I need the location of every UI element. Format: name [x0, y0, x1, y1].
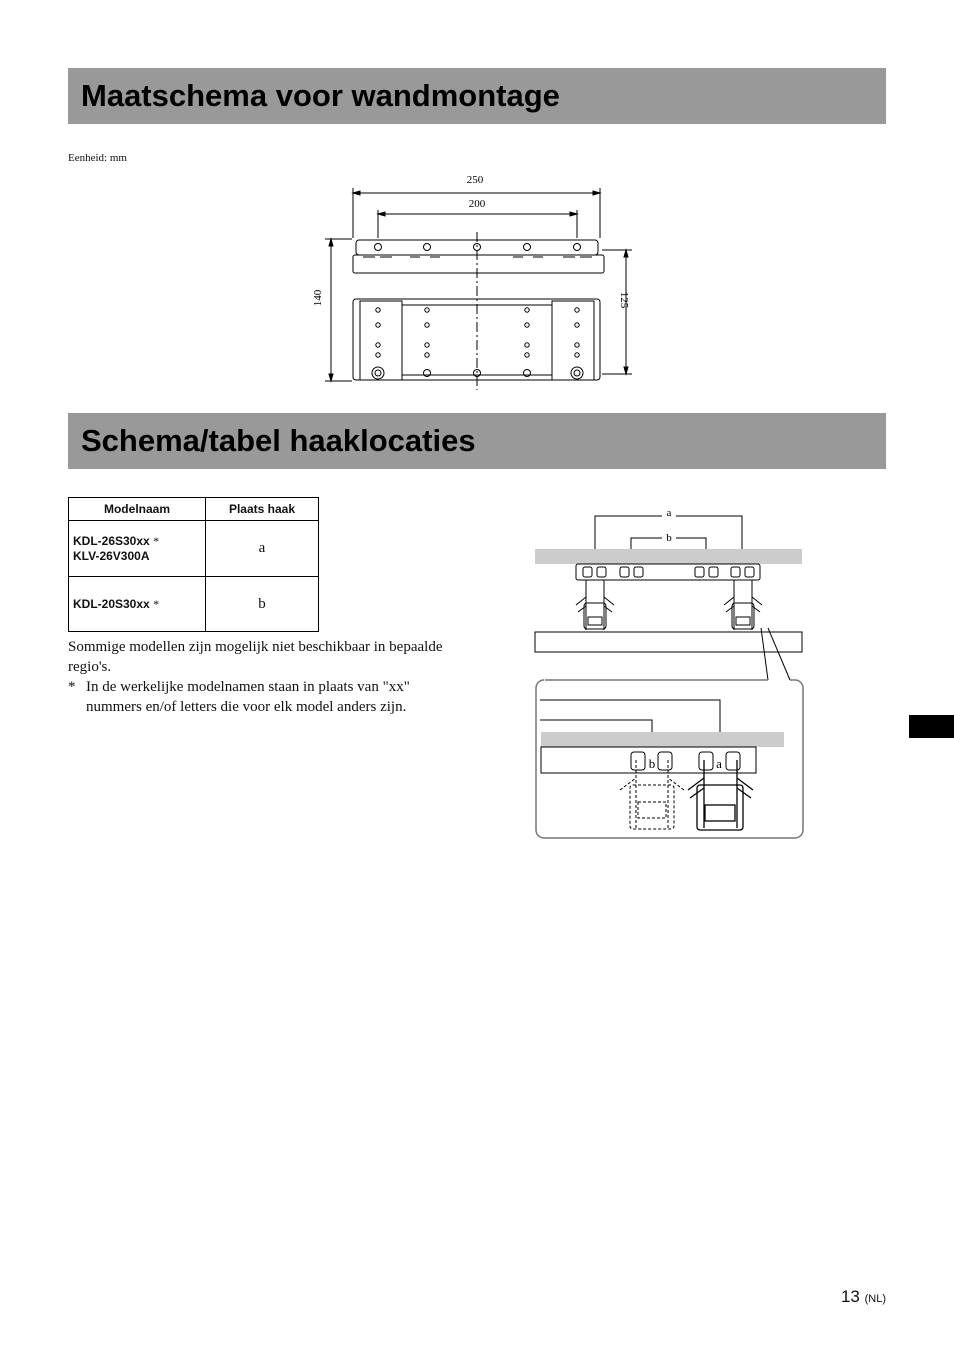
model-name: KDL-26S30xx	[73, 534, 150, 548]
zoom-label-b: b	[648, 756, 656, 771]
wall-bracket-dimension-diagram	[300, 165, 660, 395]
column-header-model: Modelnaam	[69, 498, 206, 521]
label-b: b	[666, 532, 672, 544]
model-name: KLV-26V300A	[73, 549, 150, 563]
unit-label: Eenheid: mm	[68, 152, 127, 164]
asterisk-mark: *	[153, 596, 160, 611]
section-header-hook-locations	[68, 413, 886, 469]
model-cell	[69, 521, 206, 577]
page-number-value: 13	[840, 1287, 860, 1306]
section-title: Maatschema voor wandmontage	[81, 78, 560, 113]
section-title: Schema/tabel haaklocaties	[81, 423, 476, 458]
dim-125: 125	[618, 291, 630, 309]
availability-note: Sommige modellen zijn mogelijk niet beschikbaar in bepaalde regio's.	[68, 639, 443, 675]
hook-right-icon	[724, 580, 762, 630]
notes-block	[68, 637, 448, 717]
page-number	[841, 1287, 886, 1307]
language-tab-marker	[909, 715, 954, 738]
hook-left-icon	[576, 580, 614, 630]
hook-place-cell: a	[206, 521, 319, 577]
table-row	[69, 577, 319, 632]
footnote-mark: *	[68, 679, 76, 695]
label-a: a	[666, 507, 672, 519]
column-header-hook-place: Plaats haak	[206, 498, 319, 521]
hook-location-table	[68, 497, 319, 632]
model-cell	[69, 577, 206, 632]
page-language-suffix: (NL)	[864, 1293, 886, 1305]
footnote	[68, 677, 448, 717]
hook-location-diagram	[530, 505, 810, 845]
model-name: KDL-20S30xx	[73, 596, 150, 611]
zoom-label-a: a	[716, 756, 722, 771]
dim-250: 250	[466, 174, 484, 186]
table-row	[69, 521, 319, 577]
dim-200: 200	[468, 198, 486, 210]
dim-140: 140	[312, 289, 324, 307]
hook-place-cell: b	[206, 577, 319, 632]
asterisk-mark: *	[153, 534, 160, 548]
table-header-row	[69, 498, 319, 521]
section-header-wall-mount-dimensions	[68, 68, 886, 124]
footnote-text: In de werkelijke modelnamen staan in plaats van "xx" nummers en/of letters die voor elk model anders zijn.	[86, 679, 410, 715]
